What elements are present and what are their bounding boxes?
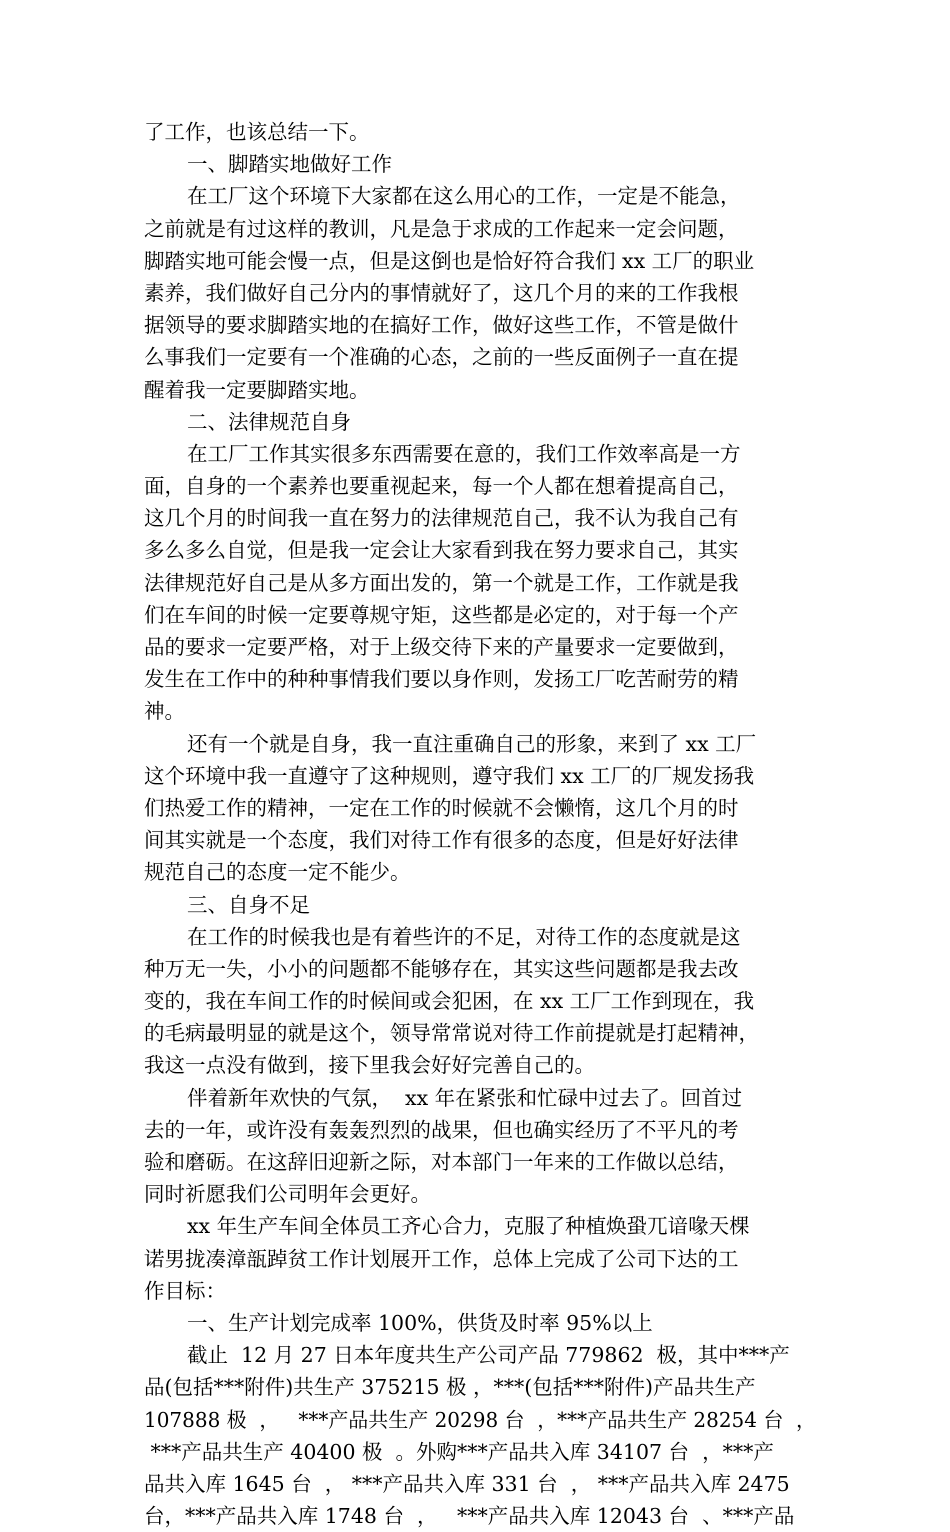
text-line: 在工厂这个环境下大家都在这么用心的工作，一定是不能急， [187, 184, 741, 209]
text-line: 三、自身不足 [187, 892, 310, 917]
text-line: 素养，我们做好自己分内的事情就好了，这几个月的来的工作我根 [144, 280, 739, 305]
text-line: 验和磨砺。在这辞旧迎新之际，对本部门一年来的工作做以总结， [144, 1150, 739, 1174]
text-line: 诺男拢凑漳瓿踔贫工作计划展开工作，总体上完成了公司下达的工 [144, 1246, 739, 1271]
text-line: 还有一个就是自身，我一直注重确自己的形象，来到了 xx 工厂 [187, 731, 757, 756]
text-line: 醒着我一定要脚踏实地。 [144, 377, 370, 402]
text-line: 品的要求一定要严格，对于上级交待下来的产量要求一定要做到， [144, 635, 739, 659]
text-line: 同时祈愿我们公司明年会更好。 [144, 1182, 431, 1207]
text-line: 了工作，也该总结一下。 [144, 120, 370, 144]
text-line: 这几个月的时间我一直在努力的法律规范自己，我不认为我自己有 [144, 506, 739, 531]
text-line: ***产品共生产 40400 极 。外购***产品共入库 34107 台 ，***产 [144, 1439, 774, 1464]
text-line: 神。 [144, 699, 185, 724]
text-line: 么事我们一定要有一个准确的心态，之前的一些反面例子一直在提 [144, 345, 739, 370]
text-line: 们热爱工作的精神，一定在工作的时候就不会懒惰，这几个月的时 [144, 795, 739, 820]
text-line: 变的，我在车间工作的时候间或会犯困，在 xx 工厂工作到现在，我 [144, 989, 755, 1014]
text-line: 我这一点没有做到，接下里我会好好完善自己的。 [144, 1053, 595, 1078]
text-line: 们在车间的时候一定要尊规守矩，这些都是必定的，对于每一个产 [144, 602, 739, 627]
text-line: xx 年生产车间全体员工齐心合力，克服了种植焕蛩兀谙喙天棵 [187, 1214, 750, 1239]
text-line: 这个环境中我一直遵守了这种规则，遵守我们 xx 工厂的厂规发扬我 [144, 763, 755, 788]
text-line: 多么多么自觉，但是我一定会让大家看到我在努力要求自己，其实 [144, 538, 739, 563]
text-line: 之前就是有过这样的教训，凡是急于求成的工作起来一定会问题， [144, 216, 739, 241]
text-line: 作目标： [144, 1278, 226, 1303]
text-line: 品(包括***附件)共生产 375215 极 ，***(包括***附件)产品共生产 [144, 1375, 756, 1400]
text-line: 在工厂工作其实很多东西需要在意的，我们工作效率高是一方 [187, 441, 741, 466]
text-line: 二、法律规范自身 [187, 409, 351, 434]
text-line: 种万无一失，小小的问题都不能够存在，其实这些问题都是我去改 [144, 956, 739, 981]
text-line: 伴着新年欢快的气氛， xx 年在紧张和忙碌中过去了。回首过 [187, 1085, 743, 1110]
text-line: 一、脚踏实地做好工作 [187, 152, 392, 177]
text-line: 107888 极 ， ***产品共生产 20298 台 ，***产品共生产 28254 台 ， [144, 1407, 816, 1432]
document-page [144, 116, 816, 1532]
text-line: 去的一年，或许没有轰轰烈烈的战果，但也确实经历了不平凡的考 [144, 1117, 739, 1142]
text-line: 法律规范好自己是从多方面出发的，第一个就是工作，工作就是我 [144, 570, 739, 595]
text-line: 台，***产品共入库 1748 台 ， ***产品共入库 12043 台 、***产品 [144, 1504, 795, 1529]
text-line: 据领导的要求脚踏实地的在搞好工作，做好这些工作，不管是做什 [144, 313, 739, 338]
text-line: 面，自身的一个素养也要重视起来，每一个人都在想着提高自己， [144, 474, 739, 499]
text-line: 一、生产计划完成率 100%，供货及时率 95%以上 [187, 1310, 653, 1335]
text-line: 脚踏实地可能会慢一点，但是这倒也是恰好符合我们 xx 工厂的职业 [144, 248, 755, 273]
text-line: 在工作的时候我也是有着些许的不足，对待工作的态度就是这 [187, 924, 741, 949]
text-line: 品共入库 1645 台 ， ***产品共入库 331 台 ， ***产品共入库 2475 [144, 1471, 790, 1496]
text-line: 截止 12 月 27 日本年度共生产公司产品 779862 极，其中***产 [187, 1343, 790, 1368]
text-line: 间其实就是一个态度，我们对待工作有很多的态度，但是好好法律 [144, 828, 739, 853]
text-line: 规范自己的态度一定不能少。 [144, 860, 411, 885]
text-line: 的毛病最明显的就是这个，领导常常说对待工作前提就是打起精神， [144, 1021, 759, 1046]
text-line: 发生在工作中的种种事情我们要以身作则，发扬工厂吃苦耐劳的精 [144, 667, 739, 692]
